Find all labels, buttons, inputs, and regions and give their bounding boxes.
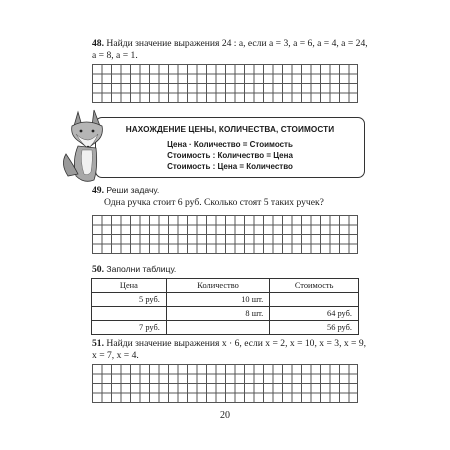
task-50-label: Заполни таблицу.: [106, 264, 177, 274]
task-51-line1: Найди значение выражения x · 6, если x = 2, x = 10, x = 3, x = 9,: [106, 338, 367, 349]
rule-line-1: Цена · Количество = Стоимость: [167, 140, 293, 149]
task-49-label: Реши задачу.: [106, 185, 160, 195]
rule-box: [95, 117, 365, 178]
task-48-number: 48.: [92, 38, 104, 49]
task-50: [92, 263, 176, 276]
rule-line-3: Стоимость : Цена = Количество: [167, 162, 293, 171]
task-48: [92, 38, 368, 50]
table-header-price: Цена: [92, 279, 167, 293]
task-49-text-wrap: [104, 197, 324, 209]
table-cell[interactable]: 64 руб.: [270, 307, 359, 321]
task-50-number: 50.: [92, 264, 104, 275]
task-51-line2: x = 7, x = 4.: [92, 350, 139, 361]
task-48-line2: a = 8, a = 1.: [92, 50, 138, 61]
table-header-row: [92, 279, 359, 293]
rule-line-2: Стоимость : Количество = Цена: [167, 151, 293, 160]
answer-grid-48[interactable]: [92, 64, 358, 103]
table-cell[interactable]: 10 шт.: [166, 293, 269, 307]
table-header-cost: Стоимость: [270, 279, 359, 293]
table-cell[interactable]: 7 руб.: [92, 321, 167, 335]
task-48-line1: Найди значение выражения 24 : a, если a = 3, a = 6, a = 4, a = 24,: [106, 38, 368, 49]
answer-grid-51[interactable]: [92, 364, 358, 403]
page-number: 20: [220, 410, 230, 421]
table-row: [92, 293, 359, 307]
task-48-line2-wrap: [92, 50, 138, 62]
fox-illustration: [58, 104, 116, 186]
table-cell[interactable]: [166, 321, 269, 335]
table-cell[interactable]: 5 руб.: [92, 293, 167, 307]
table-row: [92, 321, 359, 335]
table-row: [92, 307, 359, 321]
fill-table: [91, 278, 359, 335]
task-51-number: 51.: [92, 338, 104, 349]
table-header-quantity: Количество: [166, 279, 269, 293]
task-51: [92, 338, 366, 350]
table-cell[interactable]: [270, 293, 359, 307]
task-49: [92, 184, 159, 197]
table-cell[interactable]: 8 шт.: [166, 307, 269, 321]
task-49-number: 49.: [92, 185, 104, 196]
answer-grid-49[interactable]: [92, 215, 358, 254]
rule-title: НАХОЖДЕНИЕ ЦЕНЫ, КОЛИЧЕСТВА, СТОИМОСТИ: [125, 125, 335, 134]
task-49-text: Одна ручка стоит 6 руб. Сколько стоят 5 таких ручек?: [104, 197, 324, 208]
table-cell[interactable]: [92, 307, 167, 321]
task-51-line2-wrap: [92, 350, 139, 362]
table-cell[interactable]: 56 руб.: [270, 321, 359, 335]
